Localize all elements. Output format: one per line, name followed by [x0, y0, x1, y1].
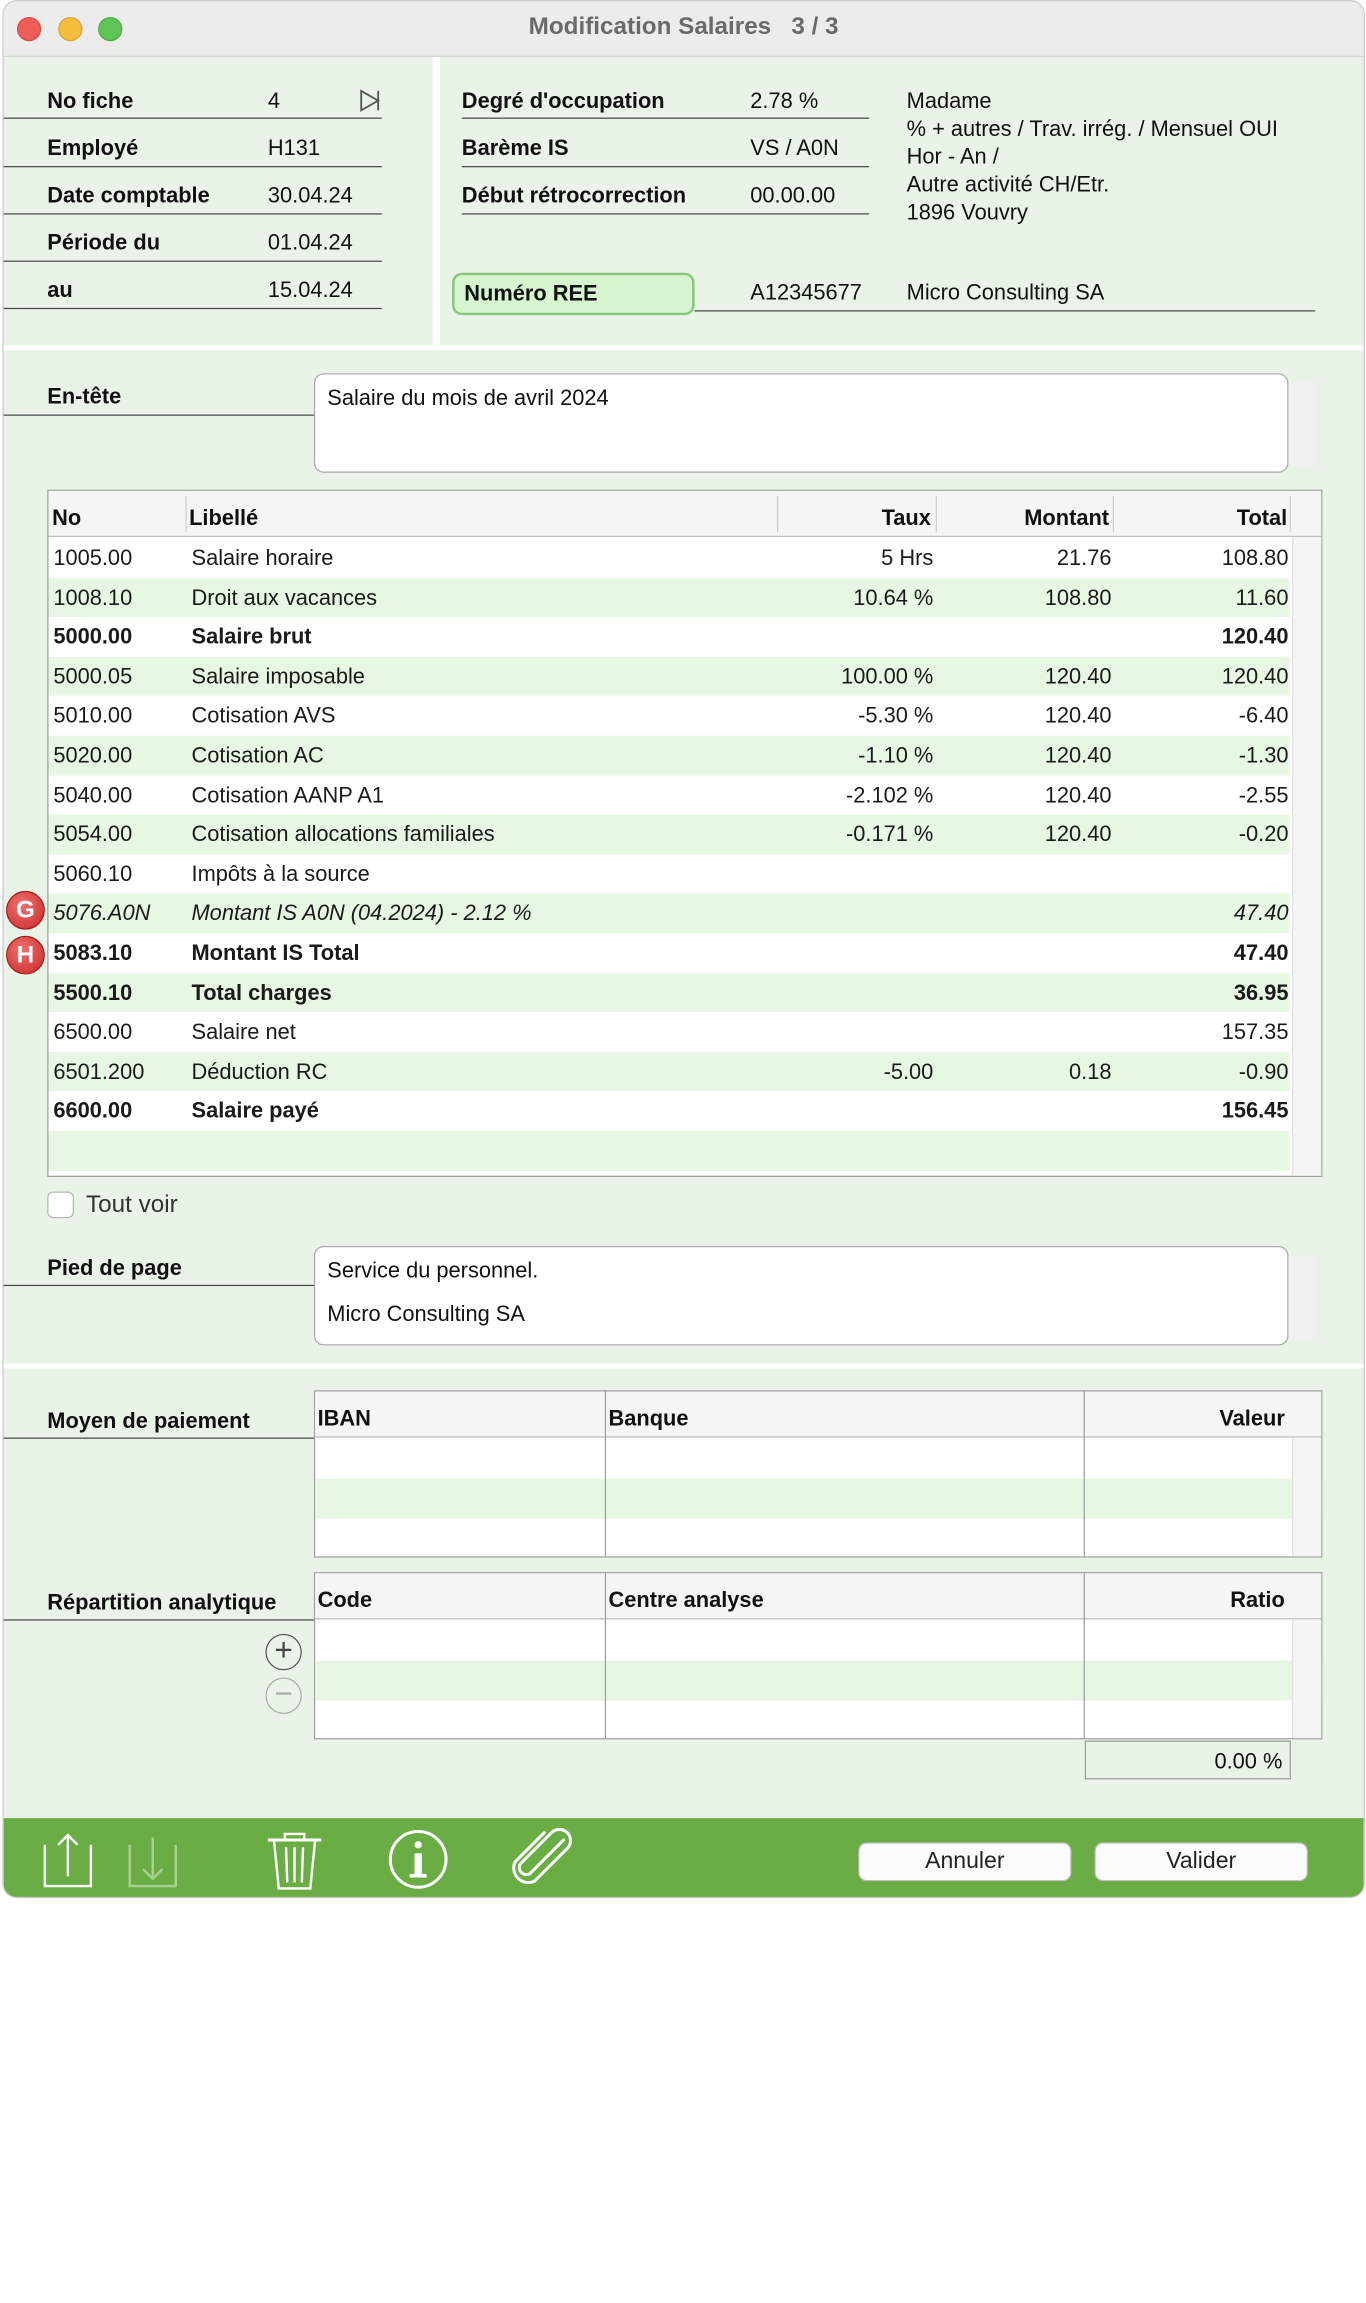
periode-au-value[interactable]: 15.04.24	[267, 277, 353, 302]
table-row[interactable]	[48, 854, 1289, 894]
pied-spacer	[327, 1284, 1275, 1301]
employe-underline	[4, 166, 382, 167]
cell-no: 5076.A0N	[53, 901, 151, 926]
table-row[interactable]	[48, 894, 1289, 934]
cell-no: 5500.10	[53, 980, 133, 1005]
col-centre-analyse[interactable]: Centre analyse	[608, 1587, 764, 1613]
tout-voir-label[interactable]: Tout voir	[86, 1191, 178, 1219]
employee-info-line: 1896 Vouvry	[906, 199, 1028, 225]
entete-scrollbar[interactable]	[1288, 382, 1315, 467]
table-row-empty[interactable]	[48, 1131, 1289, 1171]
cell-no: 5040.00	[53, 782, 133, 807]
cell-no: 5060.10	[53, 861, 133, 886]
col-libelle[interactable]: Libellé	[189, 505, 259, 530]
cell-libelle: Total charges	[191, 980, 332, 1005]
cell-libelle: Cotisation allocations familiales	[191, 822, 495, 847]
debut-retro-label: Début rétrocorrection	[461, 183, 687, 208]
employe-label: Employé	[47, 135, 139, 160]
cell-libelle: Impôts à la source	[191, 861, 370, 886]
table-header	[48, 491, 1321, 537]
cell-libelle: Déduction RC	[191, 1059, 328, 1084]
cell-no: 5020.00	[53, 743, 133, 768]
employee-info-line: Madame	[906, 88, 992, 113]
cell-taux: 100.00 %	[841, 663, 934, 689]
cell-montant: 120.40	[1044, 743, 1112, 768]
no-fiche-underline	[4, 118, 382, 119]
col-taux[interactable]: Taux	[881, 505, 931, 530]
col-divider	[1084, 1573, 1085, 1738]
debut-retro-value[interactable]: 00.00.00	[750, 183, 836, 208]
periode-au-label: au	[47, 277, 73, 302]
info-icon[interactable]	[387, 1828, 450, 1891]
col-separator	[936, 496, 937, 532]
col-no[interactable]: No	[52, 505, 82, 530]
col-iban[interactable]: IBAN	[317, 1406, 371, 1431]
col-divider	[605, 1391, 606, 1556]
section-divider	[4, 345, 1364, 350]
col-valeur[interactable]: Valeur	[1219, 1406, 1285, 1431]
table-row[interactable]	[48, 973, 1289, 1013]
cell-montant: 120.40	[1044, 782, 1112, 807]
cell-total: 156.45	[1221, 1098, 1289, 1123]
paiement-underline	[4, 1438, 314, 1439]
cell-no: 5000.05	[53, 663, 133, 689]
cell-total: -2.55	[1238, 782, 1289, 807]
pied-line-1: Service du personnel.	[327, 1258, 539, 1283]
no-fiche-value: 4	[267, 88, 281, 113]
date-comptable-underline	[4, 213, 382, 214]
salary-lines-table	[47, 490, 1322, 1177]
debut-retro-underline	[462, 213, 869, 214]
cell-total: 47.40	[1233, 940, 1289, 965]
analytique-table[interactable]	[314, 1572, 1322, 1739]
cell-total: 11.60	[1235, 584, 1289, 610]
cell-total: -0.90	[1238, 1059, 1289, 1084]
numero-ree-value: A12345677	[750, 279, 862, 305]
cell-libelle: Salaire net	[191, 1019, 296, 1044]
cell-taux: 5 Hrs	[881, 545, 934, 570]
table-row[interactable]	[48, 538, 1289, 578]
marker-h: H	[6, 936, 45, 975]
table-row[interactable]	[48, 1052, 1289, 1092]
col-separator	[1290, 496, 1291, 532]
col-banque[interactable]: Banque	[608, 1406, 689, 1431]
table-row[interactable]	[48, 736, 1289, 776]
date-comptable-value[interactable]: 30.04.24	[267, 183, 353, 208]
table-row[interactable]	[48, 1012, 1289, 1052]
cell-montant: 120.40	[1044, 703, 1112, 728]
table-row[interactable]	[48, 578, 1289, 618]
cell-no: 6500.00	[53, 1019, 133, 1044]
add-row-button[interactable]: +	[265, 1634, 301, 1670]
cell-libelle: Droit aux vacances	[191, 584, 378, 610]
employe-value[interactable]: H131	[267, 135, 321, 160]
entete-label: En-tête	[47, 384, 122, 409]
cell-montant: 21.76	[1056, 545, 1112, 570]
col-total[interactable]: Total	[1236, 505, 1288, 530]
employee-info-line: Autre activité CH/Etr.	[906, 172, 1110, 197]
export-icon[interactable]	[38, 1828, 101, 1891]
paiement-label: Moyen de paiement	[47, 1408, 250, 1433]
window-title: Modification Salaires 3 / 3	[528, 13, 839, 40]
cell-libelle: Salaire brut	[191, 624, 312, 649]
table-row[interactable]	[48, 657, 1289, 697]
periode-du-label: Période du	[47, 230, 161, 255]
cell-montant: 120.40	[1044, 663, 1112, 689]
cell-libelle: Salaire imposable	[191, 663, 365, 689]
cell-no: 5010.00	[53, 703, 133, 728]
salary-window	[2, 0, 1364, 1898]
remove-row-button[interactable]: −	[265, 1678, 301, 1714]
table-row[interactable]	[48, 775, 1289, 815]
no-fiche-label: No fiche	[47, 88, 134, 113]
col-divider	[605, 1573, 606, 1738]
paiement-scrollbar[interactable]	[1292, 1438, 1321, 1557]
cell-libelle: Cotisation AC	[191, 743, 324, 768]
col-separator	[777, 496, 778, 532]
periode-du-underline	[4, 261, 382, 262]
cell-taux: -5.30 %	[858, 703, 934, 728]
analytique-scrollbar[interactable]	[1292, 1619, 1321, 1738]
cell-taux: -5.00	[883, 1059, 934, 1084]
pied-scrollbar[interactable]	[1288, 1256, 1315, 1341]
col-separator	[185, 496, 186, 532]
cell-taux: -2.102 %	[845, 782, 934, 807]
periode-au-underline	[4, 308, 382, 309]
pied-underline	[4, 1285, 314, 1286]
cell-no: 6501.200	[53, 1059, 145, 1084]
cell-libelle: Cotisation AVS	[191, 703, 336, 728]
cell-total: 120.40	[1221, 663, 1289, 689]
cell-total: -0.20	[1238, 822, 1289, 847]
table-row[interactable]	[315, 1661, 1321, 1701]
cell-no: 6600.00	[53, 1098, 133, 1123]
next-record-icon[interactable]	[358, 88, 382, 112]
cell-libelle: Montant IS A0N (04.2024) - 2.12 %	[191, 901, 532, 926]
table-row[interactable]	[48, 933, 1289, 973]
cell-total: 157.35	[1221, 1019, 1289, 1044]
col-code[interactable]: Code	[317, 1587, 373, 1613]
col-separator	[1113, 496, 1114, 532]
cell-taux: -1.10 %	[858, 743, 934, 768]
validate-button[interactable]: Valider	[1095, 1842, 1308, 1881]
table-row[interactable]	[315, 1479, 1321, 1519]
degre-occupation-value: 2.78 %	[750, 88, 819, 113]
header-divider	[433, 57, 440, 348]
cell-libelle: Salaire payé	[191, 1098, 319, 1123]
cell-libelle: Salaire horaire	[191, 545, 334, 570]
entete-underline	[4, 415, 314, 416]
cell-total: 120.40	[1221, 624, 1289, 649]
ratio-total: 0.00 %	[1085, 1741, 1291, 1780]
table-row[interactable]	[48, 617, 1289, 657]
employee-info-line: Hor - An /	[906, 144, 999, 169]
analytique-header	[315, 1573, 1321, 1619]
degre-occupation-label: Degré d'occupation	[461, 88, 665, 113]
analytique-underline	[4, 1619, 314, 1620]
cell-taux: -0.171 %	[845, 822, 934, 847]
cell-total: 47.40	[1233, 901, 1289, 926]
col-divider	[1084, 1391, 1085, 1556]
table-row[interactable]	[48, 1091, 1289, 1131]
cell-total: 108.80	[1221, 545, 1289, 570]
col-ratio[interactable]: Ratio	[1230, 1587, 1285, 1613]
table-row[interactable]	[48, 815, 1289, 855]
cell-no: 5000.00	[53, 624, 133, 649]
pied-textarea[interactable]	[314, 1246, 1289, 1345]
cell-montant: 120.40	[1044, 822, 1112, 847]
bareme-is-label: Barème IS	[461, 135, 569, 160]
trash-icon[interactable]	[263, 1828, 326, 1891]
bareme-underline	[462, 166, 869, 167]
paiement-table[interactable]	[314, 1390, 1322, 1557]
table-row[interactable]	[48, 696, 1289, 736]
cell-montant: 0.18	[1069, 1059, 1112, 1084]
tout-voir-checkbox[interactable]	[47, 1191, 74, 1218]
pied-label: Pied de page	[47, 1255, 182, 1280]
cell-libelle: Cotisation AANP A1	[191, 782, 384, 807]
company-name: Micro Consulting SA	[906, 279, 1105, 305]
col-montant[interactable]: Montant	[1024, 505, 1110, 530]
paperclip-icon[interactable]	[510, 1828, 573, 1891]
paiement-header	[315, 1391, 1321, 1437]
cell-no: 1008.10	[53, 584, 133, 610]
cell-taux: 10.64 %	[853, 584, 934, 610]
table-scrollbar[interactable]	[1292, 537, 1321, 1176]
periode-du-value[interactable]: 01.04.24	[267, 230, 353, 255]
pied-line-2: Micro Consulting SA	[327, 1301, 525, 1327]
degre-underline	[462, 118, 869, 119]
cancel-button[interactable]: Annuler	[858, 1842, 1071, 1881]
import-icon[interactable]	[122, 1828, 185, 1891]
cell-total: -6.40	[1238, 703, 1289, 728]
marker-g: G	[6, 891, 45, 930]
cell-no: 5083.10	[53, 940, 133, 965]
numero-ree-button[interactable]: Numéro REE	[452, 273, 694, 315]
cell-no: 5054.00	[53, 822, 133, 847]
cell-total: -1.30	[1238, 743, 1289, 768]
date-comptable-label: Date comptable	[47, 183, 210, 208]
cell-libelle: Montant IS Total	[191, 940, 360, 965]
section-divider	[4, 1364, 1364, 1369]
entete-textarea[interactable]: Salaire du mois de avril 2024	[314, 373, 1289, 472]
title-bar	[4, 1, 1364, 57]
analytique-label: Répartition analytique	[47, 1590, 277, 1615]
employee-info-line: % + autres / Trav. irrég. / Mensuel OUI	[906, 116, 1278, 141]
cell-montant: 108.80	[1044, 584, 1112, 610]
cell-no: 1005.00	[53, 545, 133, 570]
bareme-is-value: VS / A0N	[750, 135, 839, 160]
footer-toolbar	[4, 1818, 1364, 1898]
cell-total: 36.95	[1233, 980, 1289, 1005]
ree-underline	[695, 310, 1316, 311]
